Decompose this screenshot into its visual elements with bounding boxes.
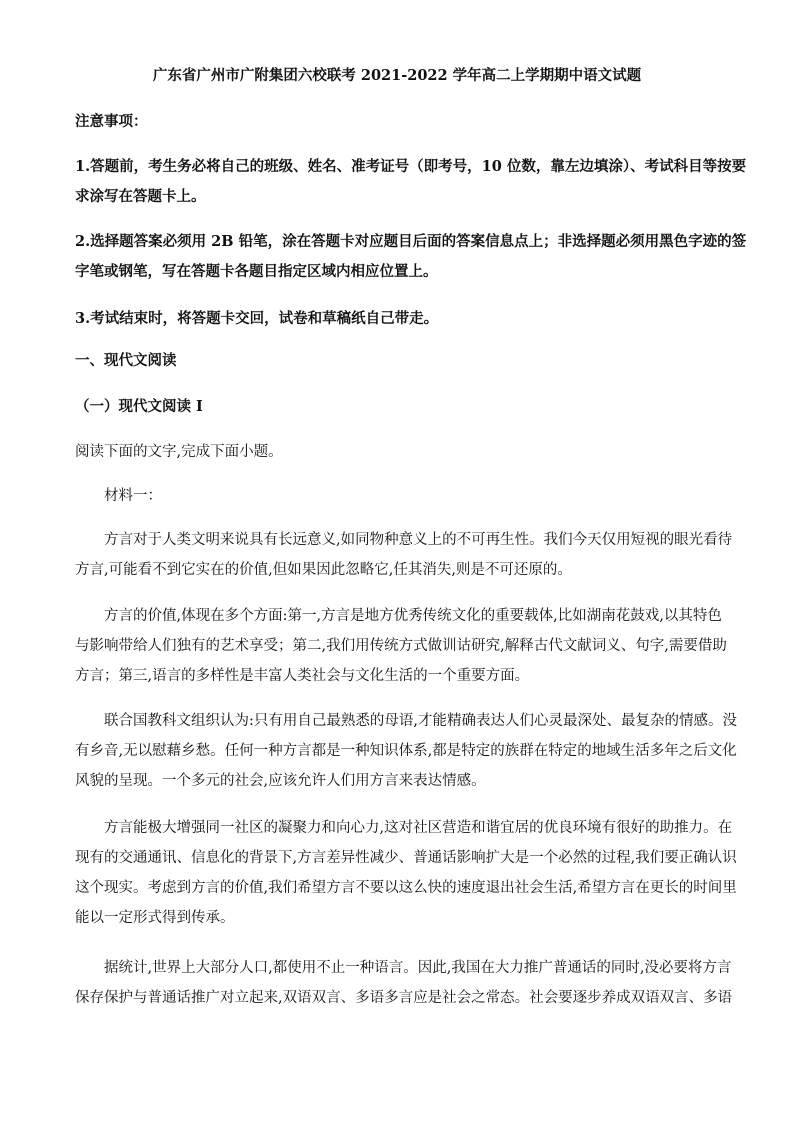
section-heading: 一、现代文阅读: [75, 352, 177, 369]
paragraph-2: [75, 601, 727, 691]
notice-line: 求涂写在答题卡上。: [75, 188, 206, 205]
paragraph-5: [75, 953, 733, 1013]
paragraph-line: 方言,可能看不到它实在的价值,但如果因此忽略它,任其消失,则是不可还原的。: [75, 562, 572, 578]
material-label: 材料一：: [104, 488, 162, 504]
paragraph-line: 联合国教科文组织认为:只有用自己最熟悉的母语,才能精确表达人们心灵最深处、最复杂的情感。没: [104, 713, 737, 729]
page-title: 广东省广州市广附集团六校联考 2021-2022 学年高二上学期期中语文试题: [152, 67, 642, 84]
notice-heading: 注意事项：: [75, 113, 148, 130]
notice-line: 字笔或钢笔，写在答题卡各题目指定区域内相应位置上。: [75, 263, 438, 280]
notice-item-1: [75, 152, 747, 212]
paragraph-line: 能以一定形式得到传承。: [75, 910, 235, 926]
notice-item-2: [75, 227, 747, 287]
paragraph-line: 这个现实。考虑到方言的价值,我们希望方言不要以这么快的速度退出社会生活,希望方言在更长的时间里: [75, 880, 737, 896]
paragraph-line: 方言能极大增强同一社区的凝聚力和向心力,这对社区营造和谐宜居的优良环境有很好的助推力。在: [104, 820, 733, 836]
paragraph-line: 方言对于人类文明来说具有长远意义,如同物种意义上的不可再生性。我们今天仅用短视的眼光看待: [104, 532, 733, 548]
paragraph-3: [75, 706, 737, 796]
notice-line: 2.选择题答案必须用 2B 铅笔，涂在答题卡对应题目后面的答案信息点上；非选择题必须用黑色字迹的签: [75, 233, 747, 250]
notice-item-3: [75, 304, 715, 334]
instruction-text: 阅读下面的文字,完成下面小题。: [75, 444, 283, 460]
paragraph-line: 据统计,世界上大部分人口,都使用不止一种语言。因此,我国在大力推广普通话的同时,没必要将方言: [104, 960, 732, 976]
paragraph-line: 有乡音,无以慰藉乡愁。任何一种方言都是一种知识体系,都是特定的族群在特定的地域生活多年之后文化: [75, 743, 737, 759]
paragraph-line: 方言的价值,体现在多个方面:第一,方言是地方优秀传统文化的重要载体,比如湖南花鼓戏,以其特色: [104, 608, 722, 624]
notice-line: 3.考试结束时，将答题卡交回，试卷和草稿纸自己带走。: [75, 310, 439, 327]
paragraph-line: 保存保护与普通话推广对立起来,双语双言、多语多言应是社会之常态。社会要逐步养成双语双言、多语: [75, 990, 733, 1006]
paragraph-4: [75, 813, 737, 933]
paragraph-line: 与影响带给人们独有的艺术享受；第二,我们用传统方式做训诂研究,解释古代文献词义、句字,需要借助: [75, 638, 727, 654]
notice-line: 1.答题前，考生务必将自己的班级、姓名、准考证号（即考号，10 位数，靠左边填涂）、考试科目等按要: [75, 158, 747, 175]
paragraph-line: 现有的交通通讯、信息化的背景下,方言差异性减少、普通话影响扩大是一个必然的过程,我们要正确认识: [75, 850, 737, 866]
paragraph-1: [75, 525, 733, 585]
paragraph-line: 方言；第三,语言的多样性是丰富人类社会与文化生活的一个重要方面。: [75, 668, 530, 684]
paragraph-line: 风貌的呈现。一个多元的社会,应该允许人们用方言来表达情感。: [75, 773, 486, 789]
subsection-heading: （一）现代文阅读 I: [75, 398, 203, 415]
